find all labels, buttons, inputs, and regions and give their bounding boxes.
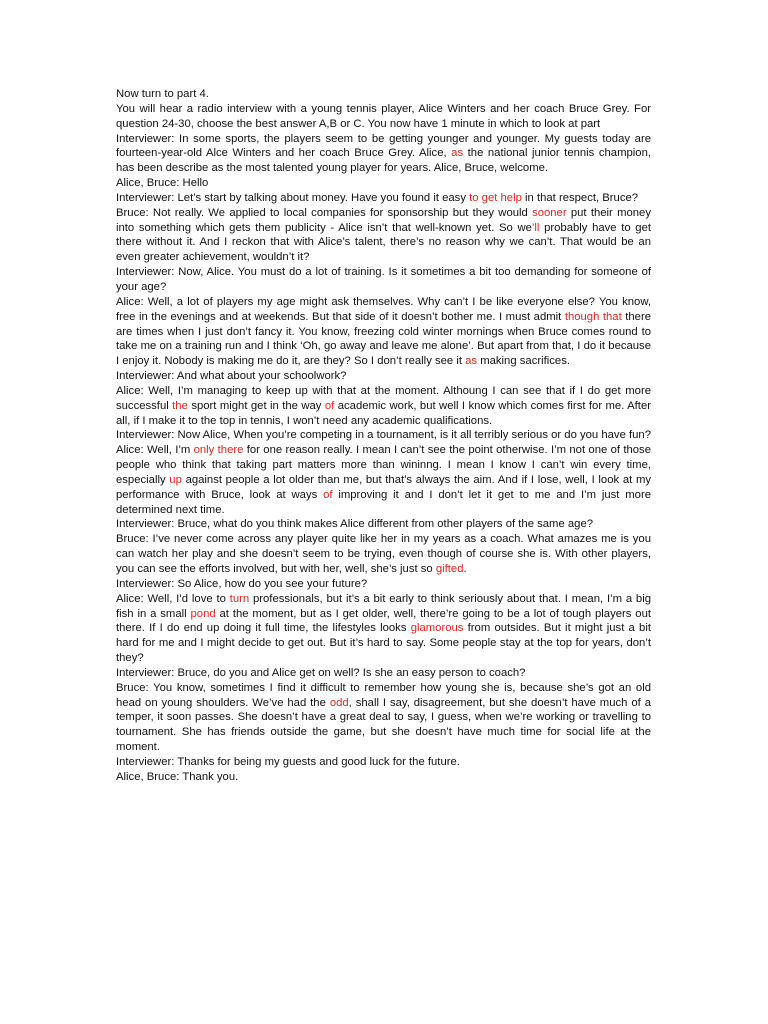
- paragraph: [116, 532, 651, 577]
- text-run: Interviewer: Let’s start by talking about money. Have you found it easy: [116, 191, 470, 204]
- text-run: put their money into something which gets them publicity - Alice isn’t that well-known yet. So we: [116, 206, 651, 234]
- text-run: making sacrifices.: [477, 355, 570, 368]
- text-run: academic work, but well I know which comes first for me. After all, if I make it to the top in tennis, I won’t need any academic qualifications.: [116, 399, 651, 427]
- highlighted-word: only there: [193, 444, 244, 457]
- text-run: improving it and I don’t let it get to me and I’m just more determined next time.: [116, 488, 652, 516]
- paragraph: [116, 295, 651, 369]
- text-run: from outsides. But it might just a bit hard for me and I might decide to get out. But it’s hard to say. Some people stay at the top for years, don’t they?: [116, 622, 651, 665]
- highlighted-word: up: [169, 473, 182, 486]
- highlighted-word: of: [324, 399, 335, 412]
- highlighted-word: the: [172, 399, 188, 412]
- text-run: Bruce: You know, sometimes I find it difficult to remember how young she is, because she’s got an old head on young shoulders. We’ve had the: [116, 681, 651, 709]
- text-run: , shall I say, disagreement, but she doesn’t have much of a temper, it soon passes. She doesn’t have a great deal to say, I guess, when we’re working or travelling to tournament. She has friends outside the game, but she doesn’t have much time for social life at the moment.: [116, 696, 651, 754]
- paragraph: [116, 666, 651, 681]
- paragraph: [116, 206, 651, 265]
- highlighted-word: glamorous: [410, 622, 464, 635]
- text-run: .: [463, 563, 467, 575]
- text-run: Interviewer: Thanks for being my guests and good luck for the future.: [116, 755, 460, 768]
- text-run: Interviewer: So Alice, how do you see your future?: [116, 577, 368, 590]
- paragraph: [116, 265, 651, 295]
- paragraph: [116, 517, 651, 532]
- text-run: Alice: Well, I’m managing to keep up with that at the moment. Althoung I can see that if I do get more successful: [116, 384, 651, 412]
- text-run: Alice, Bruce: Hello: [116, 177, 209, 190]
- highlighted-word: gifted: [435, 563, 464, 575]
- paragraph: [116, 191, 651, 206]
- paragraph: [116, 592, 651, 666]
- paragraph: [116, 384, 651, 429]
- paragraph: [116, 428, 651, 443]
- paragraph: [116, 577, 651, 592]
- paragraph: [116, 755, 651, 770]
- text-run: there are times when I just don’t fancy it. You know, freezing cold winter mornings when Bruce comes round to take me on a training run and I think ‘Oh, go away and leave me alone’. But apart from that, I do it because I enjoy it. Nobody is making me do it, are they? So I don’t really see it: [116, 310, 651, 368]
- text-run: Interviewer: Bruce, what do you think makes Alice different from other players of the same age?: [116, 518, 594, 531]
- text-run: Bruce: Not really. We applied to local companies for sponsorship but they would: [116, 206, 533, 219]
- text-run: in that respect, Bruce?: [521, 191, 639, 204]
- text-run: Interviewer: Now, Alice. You must do a lot of training. Is it sometimes a bit too demanding for someone of your age?: [116, 266, 651, 293]
- highlighted-word: ’ll: [531, 221, 540, 234]
- paragraph: [116, 770, 651, 785]
- highlighted-word: odd: [329, 696, 349, 709]
- paragraph: [116, 102, 651, 132]
- highlighted-word: of: [323, 488, 333, 501]
- highlighted-word: as: [451, 147, 464, 160]
- text-run: Alice: Well, a lot of players my age might ask themselves. Why can’t I be like everyone else? You know, free in the evenings and at weekends. But that side of it doesn’t bother me. I must admit: [116, 295, 651, 323]
- text-run: Now turn to part 4.: [116, 88, 209, 100]
- text-run: against people a lot older than me, but that’s always the aim. And if I lose, well, I look at my performance with Bruce, look at ways: [116, 473, 651, 501]
- text-run: at the moment, but as I get older, well, there’re going to be a lot of tough players out there. If I do end up doing it full time, the lifestyles looks: [116, 607, 651, 635]
- text-run: the national junior tennis champion, has been describe as the most talented young player for years. Alice, Bruce, welcome.: [116, 147, 651, 175]
- document-body: [116, 87, 651, 785]
- highlighted-word: as: [465, 355, 478, 368]
- text-run: for one reason really. I mean I can’t see the point otherwise. I’m not one of those people who think that taking part matters more than wininng. I mean I know I can’t win every time, especially: [116, 444, 651, 486]
- paragraph: [116, 132, 651, 177]
- paragraph: [116, 176, 651, 191]
- text-run: Alice: Well, I’m: [116, 444, 194, 457]
- text-run: Alice, Bruce: Thank you.: [116, 770, 239, 783]
- text-run: Interviewer: Bruce, do you and Alice get on well? Is she an easy person to coach?: [116, 666, 526, 679]
- paragraph: [116, 369, 651, 384]
- highlighted-word: turn: [229, 592, 250, 605]
- text-run: Interviewer: Now Alice, When you’re competing in a tournament, is it all terribly serious or do you have fun?: [116, 429, 651, 442]
- text-run: professionals, but it’s a bit early to think seriously about that. I mean, I’m a big fish in a small: [116, 592, 651, 620]
- text-run: probably have to get there without it. And I reckon that with Alice’s talent, there’s no reason why we can’t. That would be an even greater achievement, wouldn’t it?: [116, 221, 652, 264]
- paragraph: [116, 87, 651, 102]
- text-run: Alice: Well, I’d love to: [116, 592, 230, 605]
- text-run: Interviewer: In some sports, the players seem to be getting younger and younger. My guests today are fourteen-year-old Alce Winters and her coach Bruce Grey. Alice,: [116, 132, 651, 160]
- text-run: Bruce: I’ve never come across any player quite like her in my years as a coach. What amazes me is you can watch her play and she doesn’t seem to be trying, even though of course she is. With other players, you can see the efforts involved, but with her, well, she’s just so: [116, 533, 651, 575]
- highlighted-word: to get help: [469, 191, 522, 204]
- highlighted-word: pond: [190, 607, 216, 620]
- text-run: sport might get in the way: [187, 399, 325, 412]
- paragraph: [116, 443, 651, 517]
- text-run: You will hear a radio interview with a young tennis player, Alice Winters and her coach Bruce Grey. For question 24-30, choose the best answer A,B or C. You now have 1 minute in which to look at part: [116, 102, 651, 130]
- highlighted-word: sooner: [532, 206, 567, 219]
- text-run: Interviewer: And what about your schoolwork?: [116, 370, 347, 383]
- highlighted-word: though that: [564, 310, 622, 323]
- paragraph: [116, 681, 651, 755]
